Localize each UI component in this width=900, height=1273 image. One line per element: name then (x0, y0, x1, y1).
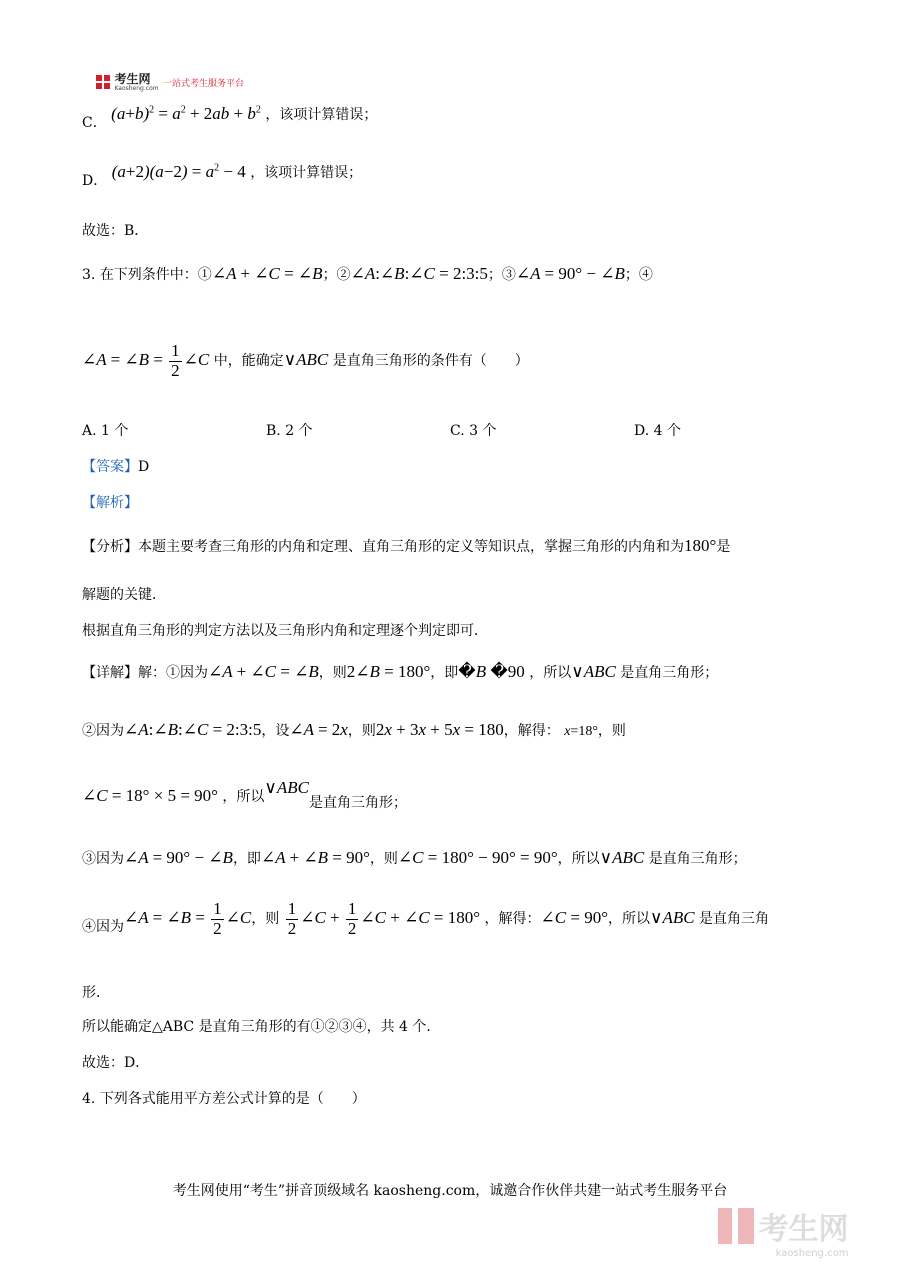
question-4 (82, 1088, 366, 1108)
formula-2b: ∠A = 2x (289, 720, 348, 739)
option-b[interactable]: B. 2 个 (266, 423, 313, 439)
formula-5b: $\frac{1}{2}$ ∠C + $\frac{1}{2}$ ∠C + ∠C = 180° (287, 899, 481, 938)
question-3-number: 3. (82, 267, 96, 283)
detail-text: 是直角三角形； (308, 795, 407, 811)
formula-1b: 2∠B = 180° (346, 662, 431, 681)
detail-text: ，则 (251, 911, 280, 928)
detail-text: ，则 (369, 851, 398, 867)
option-d-tail: ，该项计算错误； (250, 165, 363, 181)
question-4-text: 下列各式能用平方差公式计算的是（ ） (99, 1091, 366, 1107)
detail-line-3 (82, 778, 407, 812)
detail-text: ，则 (347, 723, 376, 739)
logo-icon (96, 75, 110, 89)
formula-2c: 2x + 3x + 5x = 180 (375, 720, 504, 739)
triangle-abc: ∨ABC (283, 350, 329, 370)
detail-text: ②因为 (82, 723, 124, 739)
option-c-line (82, 104, 377, 132)
triangle-abc: ∨ABC (264, 778, 309, 797)
sep-3: ；③ (487, 267, 516, 283)
detail-text: ④因为 (82, 919, 124, 936)
formula-1c: �B �90 (458, 662, 525, 681)
sep-4: ；④ (624, 267, 653, 283)
question-3-line2 (82, 342, 529, 380)
fenxi-value: 180° (684, 536, 717, 555)
condition-2: ∠A:∠B:∠C = 2:3:5 (350, 264, 488, 283)
option-c-label: C． (82, 115, 107, 131)
detail-text: ，所以 (557, 851, 600, 867)
formula-5a: ∠A = ∠B = $\frac{1}{2}$ ∠C (124, 899, 252, 938)
fenxi-line (82, 536, 730, 556)
logo-name: 考生网 (114, 72, 151, 86)
detail-line-4 (82, 848, 747, 868)
detail-text: 角 (755, 911, 770, 928)
answer-line (82, 456, 149, 476)
detail-text: ③因为 (82, 851, 124, 867)
option-d[interactable]: D. 4 个 (634, 423, 681, 439)
triangle-abc: ∨ABC (571, 662, 616, 681)
choose-d: 故选：D． (82, 1055, 150, 1071)
formula-4a: ∠A = 90° − ∠B (124, 848, 233, 867)
detail-text: ，所以 (222, 789, 265, 805)
watermark-name: 考生网 (758, 1212, 849, 1247)
choose-b: 故选：B． (82, 223, 149, 239)
triangle-abc: ∨ABC (650, 908, 695, 928)
question-3-intro: 在下列条件中：① (99, 267, 212, 283)
detail-line-6: 形． (82, 985, 110, 1001)
formula-4b: ∠A + ∠B = 90° (260, 848, 370, 867)
condition-3: ∠A = 90° − ∠B (515, 264, 625, 283)
detail-text: 是直角三角形； (648, 851, 747, 867)
answer-value: D (138, 459, 150, 475)
detail-text: ，则 (597, 723, 626, 739)
answer-tag: 【答案】 (82, 459, 138, 475)
option-d-line (82, 162, 362, 190)
formula-2a: ∠A:∠B:∠C = 2:3:5 (124, 720, 262, 739)
formula-d: $(a+2)(a-2) = a^2 - 4$ (111, 162, 246, 181)
formula-3a: ∠C = 18° × 5 = 90° (82, 786, 218, 805)
sep-2: ；② (322, 267, 351, 283)
question-3-line1 (82, 264, 653, 284)
detail-text: ，解得： (484, 911, 541, 928)
analysis-tag: 【解析】 (82, 495, 138, 511)
detail-text: ，则 (318, 665, 347, 681)
logo-domain: Kaosheng.com (114, 85, 159, 92)
detail-line-2 (82, 720, 626, 740)
footer-text: 考生网使用“考生”拼音顶级域名 kaosheng.com，诚邀合作伙伴共建一站式考生服务平台 (172, 1183, 728, 1199)
formula-4c: ∠C = 180° − 90° = 90° (397, 848, 558, 867)
watermark-domain: kaosheng.com (775, 1248, 849, 1259)
option-a[interactable]: A. 1 个 (82, 423, 129, 439)
detail-text: 解：①因为 (138, 665, 208, 681)
detail-text: 是直角三角形； (620, 665, 719, 681)
detail-text: ，解得： (503, 723, 560, 739)
conclusion-line: 所以能确定△ABC 是直角三角形的有①②③④，共 4 个． (82, 1019, 441, 1035)
condition-1: ∠A + ∠C = ∠B (211, 264, 323, 283)
detail-line-5 (82, 900, 769, 938)
watermark-logo-icon (718, 1208, 754, 1244)
fenxi-text2: 是 (716, 539, 731, 555)
question-3-mid: 中，能确定 (213, 353, 284, 370)
formula-5c: ∠C = 90° (540, 908, 608, 928)
detail-text: ，设 (261, 723, 290, 739)
detail-text: 是直角三 (699, 911, 756, 928)
footer-watermark (718, 1204, 848, 1259)
fenxi-text: 【分析】本题主要考查三角形的内角和定理、直角三角形的定义等知识点，掌握三角形的内角和为 (82, 539, 684, 555)
basis-line: 根据直角三角形的判定方法以及三角形内角和定理逐个判定即可． (82, 623, 488, 639)
option-d-label: D． (82, 173, 108, 189)
option-c[interactable]: C. 3 个 (450, 423, 497, 439)
formula-2d: x=18° (564, 724, 598, 739)
formula-1a: ∠A + ∠C = ∠B (208, 662, 319, 681)
question-3-tail: 是直角三角形的条件有（ ） (332, 353, 529, 370)
condition-4: ∠A = ∠B = $\frac{1}{2}$ ∠C (82, 341, 210, 380)
formula-c: $(a+b)^2 = a^2 + 2ab + b^2$ (111, 104, 261, 123)
detail-text: ，所以 (529, 665, 572, 681)
detail-line-1 (82, 662, 718, 682)
option-c-tail: ，该项计算错误； (265, 107, 378, 123)
triangle-abc: ∨ABC (599, 848, 645, 867)
header-logo (96, 72, 244, 92)
detail-tag: 【详解】 (82, 665, 138, 681)
question-4-number: 4. (82, 1091, 96, 1107)
logo-slogan: 一站式考生服务平台 (163, 79, 245, 89)
detail-text: ，所以 (608, 911, 650, 928)
fenxi-line2: 解题的关键． (82, 587, 166, 603)
detail-text: ，即 (232, 851, 261, 867)
detail-text: ，即 (430, 665, 459, 681)
